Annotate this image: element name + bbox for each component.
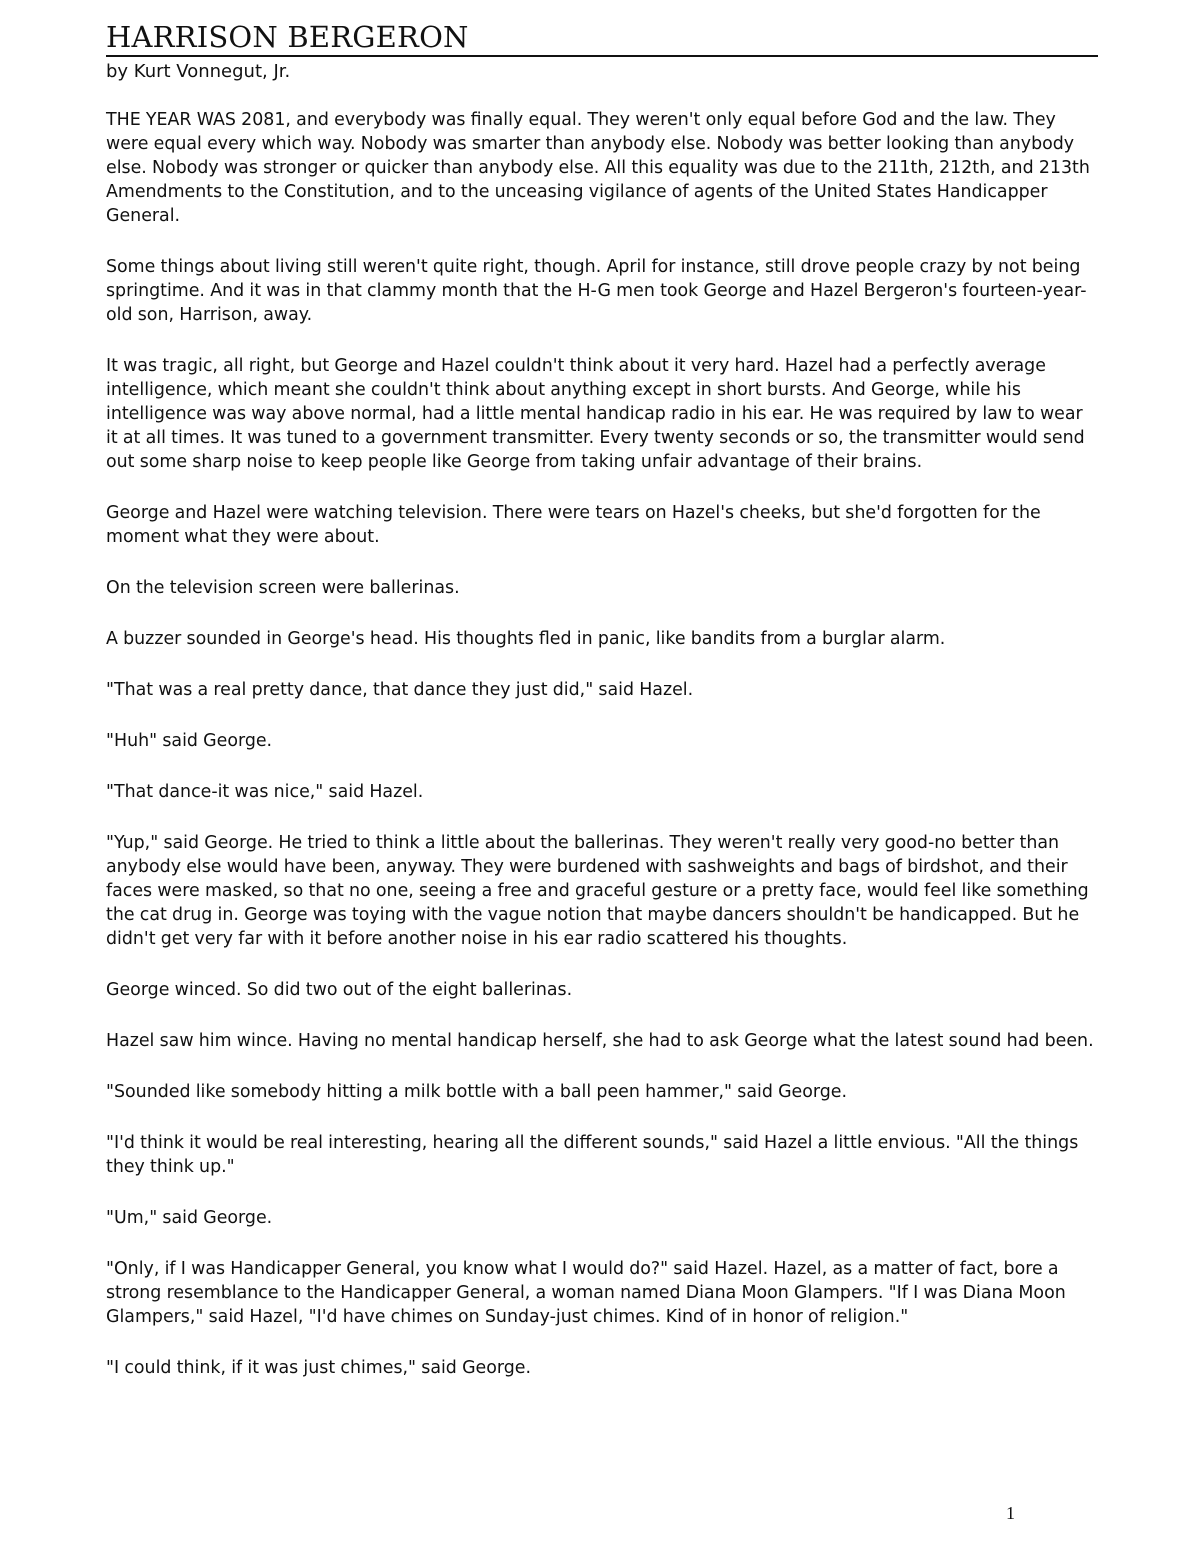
paragraph: "Um," said George. [106,1208,273,1228]
paragraph: "That dance-it was nice," said Hazel. [106,782,424,802]
paragraph: "I could think, if it was just chimes," said George. [106,1358,532,1378]
title-underline [106,55,1098,57]
paragraph: A buzzer sounded in George's head. His thoughts fled in panic, like bandits from a burglar alarm. [106,629,946,649]
document-title: HARRISON BERGERON [106,20,469,54]
paragraph: "Sounded like somebody hitting a milk bottle with a ball peen hammer," said George. [106,1082,848,1102]
paragraph: George winced. So did two out of the eight ballerinas. [106,980,573,1000]
page-number: 1 [1006,1503,1015,1523]
paragraph: It was tragic, all right, but George and Hazel couldn't think about it very hard. Hazel had a perfectly average intelligence, which meant she couldn't think about anything except in short bursts. And George, while his intelligence was way above normal, had a little mental handicap radio in his ear. He was required by law to wear it at all times. It was tuned to a government transmitter. Every twenty seconds or so, the transmitter would send out some sharp noise to keep people like George from taking unfair advantage of their brains. [106,356,1085,472]
byline: by Kurt Vonnegut, Jr. [106,61,291,82]
paragraph: "Yup," said George. He tried to think a little about the ballerinas. They weren't really very good-no better than anybody else would have been, anyway. They were burdened with sashweights and bags of birdshot, and their faces were masked, so that no one, seeing a free and graceful gesture or a pretty face, would feel like something the cat drug in. George was toying with the vague notion that maybe dancers shouldn't be handicapped. But he didn't get very far with it before another noise in his ear radio scattered his thoughts. [106,833,1089,949]
document-body [106,108,1098,1407]
paragraph: "That was a real pretty dance, that dance they just did," said Hazel. [106,680,694,700]
paragraph: "Huh" said George. [106,731,273,751]
paragraph: "Only, if I was Handicapper General, you know what I would do?" said Hazel. Hazel, as a matter of fact, bore a strong resemblance to the Handicapper General, a woman named Diana Moon Glampers. "If I was Diana Moon Glampers," said Hazel, "I'd have chimes on Sunday-just chimes. Kind of in honor of religion." [106,1259,1066,1327]
paragraph: Hazel saw him wince. Having no mental handicap herself, she had to ask George what the latest sound had been. [106,1031,1094,1051]
paragraph: On the television screen were ballerinas. [106,578,460,598]
paragraph: George and Hazel were watching television. There were tears on Hazel's cheeks, but she'd forgotten for the moment what they were about. [106,503,1041,547]
paragraph: Some things about living still weren't quite right, though. April for instance, still drove people crazy by not being springtime. And it was in that clammy month that the H-G men took George and Hazel Bergeron's fourteen-year-old son, Harrison, away. [106,257,1087,325]
paragraph: "I'd think it would be real interesting, hearing all the different sounds," said Hazel a little envious. "All the things they think up." [106,1133,1079,1177]
paragraph: THE YEAR WAS 2081, and everybody was finally equal. They weren't only equal before God and the law. They were equal every which way. Nobody was smarter than anybody else. Nobody was better looking than anybody else. Nobody was stronger or quicker than anybody else. All this equality was due to the 211th, 212th, and 213th Amendments to the Constitution, and to the unceasing vigilance of agents of the United States Handicapper General. [106,110,1090,226]
